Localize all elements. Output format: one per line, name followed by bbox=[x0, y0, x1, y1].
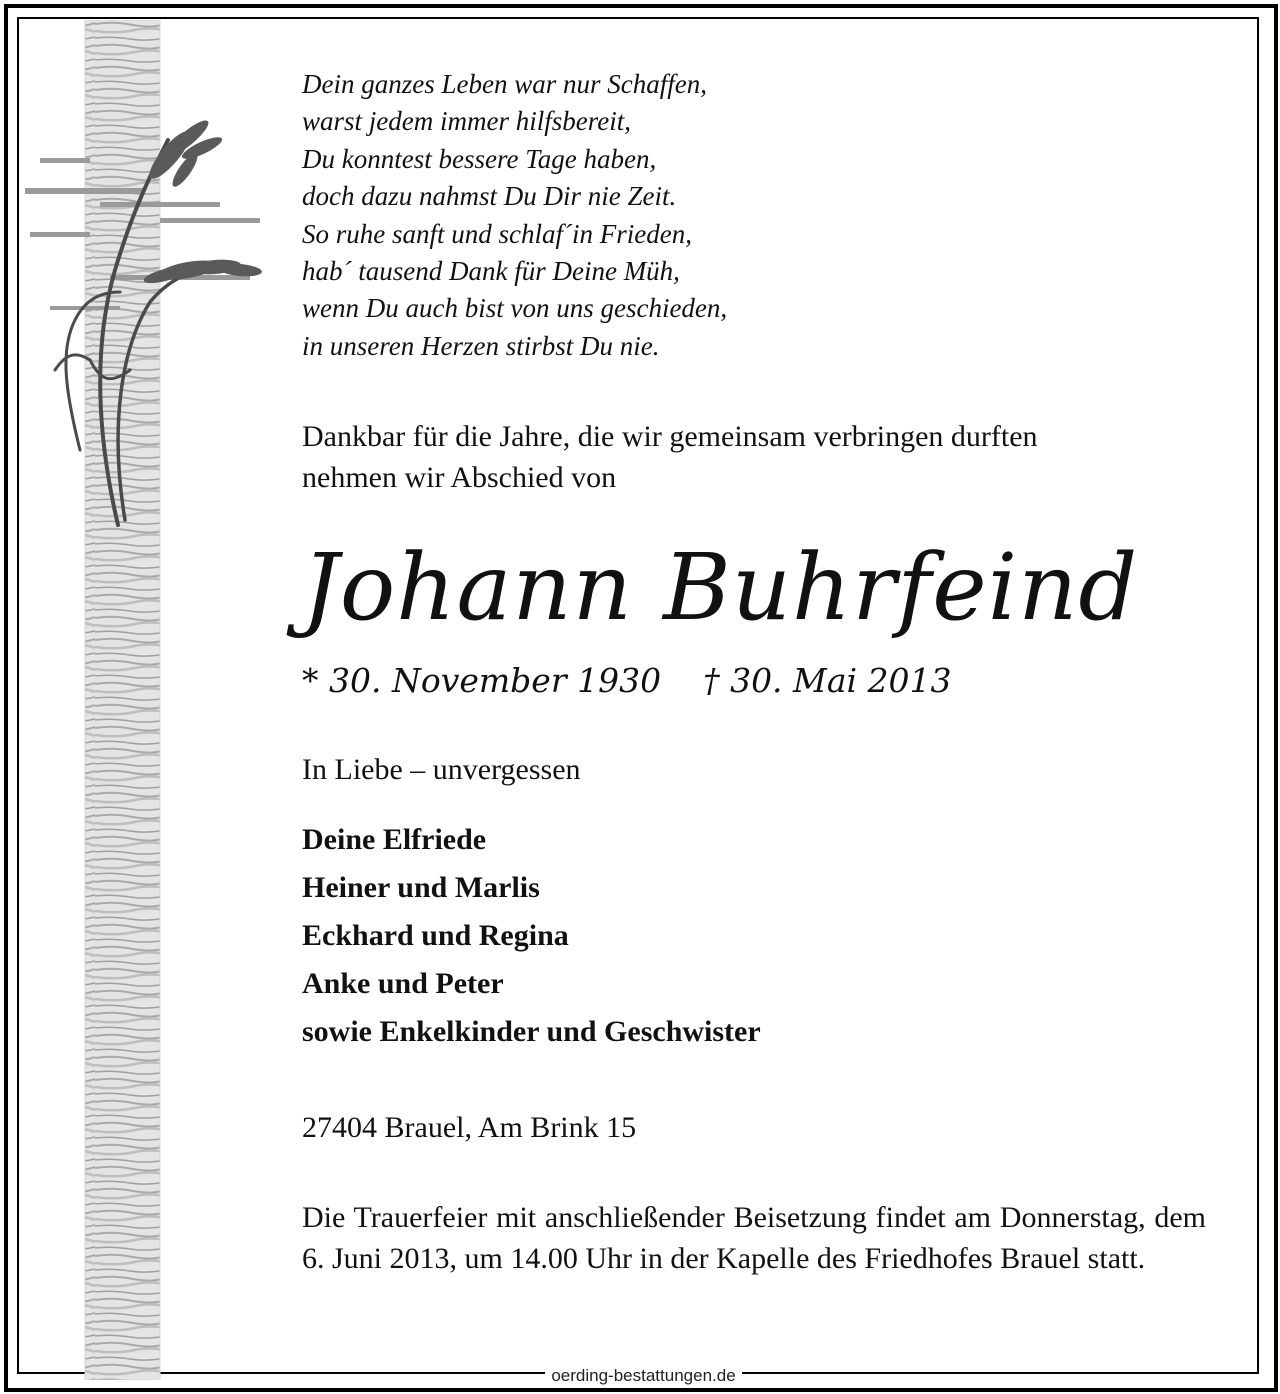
poem-line: hab´ tausend Dank für Deine Müh, bbox=[302, 256, 680, 287]
intro-text bbox=[302, 416, 1038, 498]
service-notice: Die Trauerfeier mit anschließender Beisetzung findet am Donnerstag, dem 6. Juni 2013, um 14.00 Uhr in der Kapelle des Friedhofes Brauel statt. bbox=[302, 1201, 1206, 1275]
life-dates bbox=[302, 656, 952, 706]
poem-line: doch dazu nahmst Du Dir nie Zeit. bbox=[302, 181, 677, 212]
mourner-line: Eckhard und Regina bbox=[302, 919, 569, 952]
poem bbox=[302, 66, 727, 365]
mourner-line: Anke und Peter bbox=[302, 967, 504, 1000]
poem-line: Du konntest bessere Tage haben, bbox=[302, 143, 657, 174]
birth-date: * 30. November 1930 bbox=[302, 661, 662, 700]
mourners-list bbox=[302, 816, 761, 1056]
deceased-name: Johann Buhrfeind bbox=[302, 534, 1139, 641]
intro-line: Dankbar für die Jahre, die wir gemeinsam verbringen durften bbox=[302, 420, 1038, 453]
poem-line: So ruhe sanft und schlaf´in Frieden, bbox=[302, 218, 692, 249]
death-date: † 30. Mai 2013 bbox=[703, 661, 952, 700]
poem-line: warst jedem immer hilfsbereit, bbox=[302, 106, 631, 137]
intro-line: nehmen wir Abschied von bbox=[302, 461, 617, 494]
mourner-line: sowie Enkelkinder und Geschwister bbox=[302, 1015, 761, 1048]
mourner-line: Heiner und Marlis bbox=[302, 871, 540, 904]
address: 27404 Brauel, Am Brink 15 bbox=[302, 1111, 637, 1144]
source-text: oerding-bestattungen.de bbox=[545, 1366, 741, 1385]
mourner-line: Deine Elfriede bbox=[302, 823, 487, 856]
wheat-ears-icon bbox=[20, 20, 265, 1380]
poem-line: wenn Du auch bist von uns geschieden, bbox=[302, 293, 728, 324]
source-credit bbox=[0, 1366, 1280, 1386]
poem-line: Dein ganzes Leben war nur Schaffen, bbox=[302, 69, 707, 99]
remembrance-text: In Liebe – unvergessen bbox=[302, 753, 581, 786]
poem-line: in unseren Herzen stirbst Du nie. bbox=[302, 330, 660, 361]
